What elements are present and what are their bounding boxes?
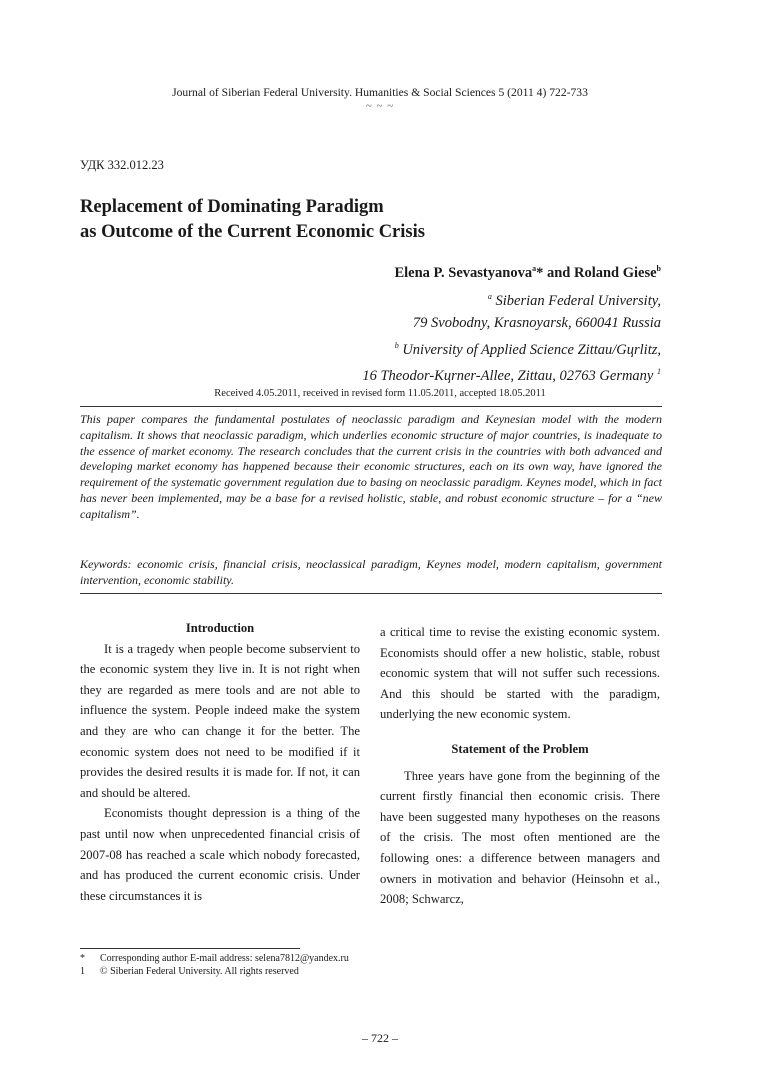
- title-line-1: Replacement of Dominating Paradigm: [80, 197, 384, 217]
- section-heading-introduction: Introduction: [185, 621, 255, 635]
- footnote-2: [80, 965, 299, 978]
- paper-title: [80, 195, 425, 245]
- abstract: This paper compares the fundamental postulates of neoclassic paradigm and Keynesian model with the modern capitalism. It shows that neoclassic paradigm, which underlies economic structure of major countries, is inadequate to the essence of market economy. The research concludes that the current crisis in the countries with both advanced and developing market economy has happened because their economic structures, each on its own way, have ignored the requirement of the systematic government regulation due to basing on neoclassic paradigm. Keynes model, which in fact has never been implemented, may be a base for a revised holistic, stable, and robust economic structure – for a “new capitalism”.: [80, 412, 662, 521]
- left-column: [80, 618, 360, 906]
- problem-paragraph-1: Three years have gone from the beginning of the current firstly financial then economic crisis. There have been suggested many hypotheses on the reasons of the crisis. The most often mentioned are the following ones: a difference between managers and owners in motivation and behavior (Heinsohn et al., 2008; Schwarcz,: [380, 768, 660, 907]
- corresponding-mark: *: [536, 264, 544, 281]
- author-1-affil: a: [532, 264, 537, 273]
- footnote-2-mark: 1: [80, 966, 85, 977]
- author-2: Roland Giese: [573, 264, 657, 281]
- author-2-affil: b: [656, 264, 661, 273]
- affiliation-a-line-2: 79 Svobodny, Krasnoyarsk, 660041 Russia: [412, 315, 661, 332]
- footnote-1: [80, 952, 349, 965]
- footnote-1-mark: *: [80, 953, 85, 964]
- author-and: and: [543, 264, 574, 281]
- title-line-2: as Outcome of the Current Economic Crisis: [80, 222, 425, 242]
- affil-b-text: University of Applied Science Zittau/Gцrlitz,: [398, 341, 661, 358]
- affiliation-b-line-2: [362, 361, 661, 387]
- abstract-top-rule: [80, 406, 662, 407]
- journal-header: Journal of Siberian Federal University. Humanities & Social Sciences 5 (2011 4) 722-733: [172, 86, 588, 99]
- udk-code: УДК 332.012.23: [80, 158, 164, 172]
- affil-a-text: Siberian Federal University,: [491, 292, 661, 309]
- footnote-1-text: Corresponding author E-mail address: selena7812@yandex.ru: [100, 953, 349, 964]
- author-1: Elena P. Sevastyanova: [394, 264, 533, 281]
- author-list: [394, 264, 661, 282]
- header-ornament: ~ ~ ~: [365, 100, 395, 112]
- affil-a-sup: a: [487, 292, 492, 301]
- intro-paragraph-2: Economists thought depression is a thing of the past until now when unprecedented financial crisis of 2007-08 has reached a scale which nobody forecasted, and has produced the current economic crisis. Under these circumstances it is: [80, 806, 360, 903]
- footnote-rule: [80, 948, 300, 949]
- affiliations: [362, 286, 661, 387]
- page-number: – 722 –: [362, 1031, 398, 1045]
- abstract-bottom-rule: [80, 593, 662, 594]
- affil-b-address: 16 Theodor-Kцrner-Allee, Zittau, 02763 Germany: [362, 367, 657, 384]
- received-dates: Received 4.05.2011, received in revised form 11.05.2011, accepted 18.05.2011: [214, 388, 546, 399]
- footnote-2-text: © Siberian Federal University. All rights reserved: [100, 966, 299, 977]
- right-column: [380, 622, 660, 910]
- affil-b-sup: b: [394, 340, 399, 350]
- section-heading-problem: Statement of the Problem: [451, 741, 589, 756]
- intro-paragraph-1: It is a tragedy when people become subservient to the economic system they live in. It is not right when they are regarded as mere tools and are not able to influence the system. People indeed make the system and they are who can change it for the better. The economic system does not need to be modified if it provides the desired results it is made for. If not, it can and should be altered.: [80, 641, 360, 800]
- keywords: Keywords: economic crisis, financial crisis, neoclassical paradigm, Keynes model, modern capitalism, government intervention, economic stability.: [80, 557, 662, 587]
- affiliation-a-line-1: [362, 286, 661, 312]
- affiliation-b-line-1: [362, 335, 661, 361]
- intro-paragraph-3: a critical time to revise the existing economic system. Economists should offer a new holistic, stable, robust economic system that will not suffer such recessions. And this should be started with the paradigm, underlying the new economic system.: [380, 625, 660, 722]
- affil-b-footnote-ref: 1: [657, 367, 661, 377]
